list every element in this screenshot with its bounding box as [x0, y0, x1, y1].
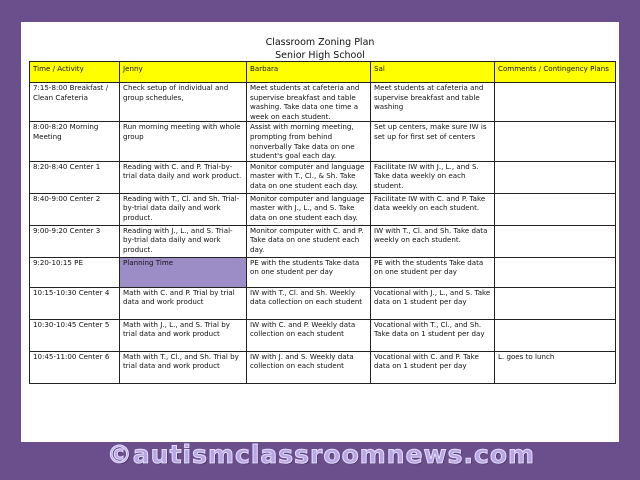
column-header-barbara: Barbara [247, 62, 371, 83]
table-row [30, 319, 616, 351]
cell-sal: Vocational with C. and P. Take data on 1 student per day [371, 351, 495, 383]
table-row [30, 257, 616, 287]
cell-time: 8:40-9:00 Center 2 [30, 193, 120, 225]
cell-barbara: PE with the students Take data on one student per day [247, 257, 371, 287]
cell-sal: Vocational with J., L., and S. Take data on 1 student per day [371, 287, 495, 319]
cell-barbara: IW with T., Cl. and Sh. Weekly data collection on each student [247, 287, 371, 319]
table-row [30, 193, 616, 225]
cell-sal: Set up centers, make sure IW is set up for first set of centers [371, 122, 495, 161]
cell-comments [495, 193, 616, 225]
document-subtitle: Senior High School [275, 50, 365, 61]
cell-jenny: Check setup of individual and group schedules, [120, 83, 247, 122]
watermark: ©autismclassroomnews.com [106, 440, 536, 469]
cell-barbara: Monitor computer and language master with J., L., and S. Take data on one student each day. [247, 193, 371, 225]
cell-time: 10:30-10:45 Center 5 [30, 319, 120, 351]
cell-sal: PE with the students Take data on one student per day [371, 257, 495, 287]
cell-barbara: IW with C. and P. Weekly data collection on each student [247, 319, 371, 351]
cell-time: 9:20-10:15 PE [30, 257, 120, 287]
cell-comments [495, 122, 616, 161]
cell-barbara: Meet students at cafeteria and supervise breakfast and table washing. Take data one time a week on each student. [247, 83, 371, 122]
table-row [30, 351, 616, 383]
cell-jenny: Math with T., Cl., and Sh. Trial by trial data and work product [120, 351, 247, 383]
column-header-sal: Sal [371, 62, 495, 83]
cell-time: 7:15-8:00 Breakfast / Clean Cafeteria [30, 83, 120, 122]
cell-sal: Facilitate IW with J., L., and S. Take data weekly on each student. [371, 161, 495, 193]
cell-time: 9:00-9:20 Center 3 [30, 225, 120, 257]
table-row [30, 287, 616, 319]
cell-comments [495, 161, 616, 193]
cell-jenny: Math with J., L., and S. Trial by trial data and work product [120, 319, 247, 351]
cell-barbara: Monitor computer and language master with T., Cl., & Sh. Take data on one student each day. [247, 161, 371, 193]
cell-comments: L. goes to lunch [495, 351, 616, 383]
cell-comments [495, 287, 616, 319]
cell-jenny: Math with C. and P. Trial by trial data and work product [120, 287, 247, 319]
cell-comments [495, 83, 616, 122]
zoning-table [29, 61, 616, 384]
cell-jenny: Reading with T., Cl. and Sh. Trial-by-trial data daily and work product. [120, 193, 247, 225]
column-header-comments: Comments / Contingency Plans [495, 62, 616, 83]
document-page [21, 22, 619, 442]
cell-jenny: Reading with C. and P. Trial-by-trial data daily and work product. [120, 161, 247, 193]
column-header-time: Time / Activity [30, 62, 120, 83]
cell-comments [495, 319, 616, 351]
cell-jenny: Run morning meeting with whole group [120, 122, 247, 161]
cell-time: 10:45-11:00 Center 6 [30, 351, 120, 383]
cell-sal: IW with T., Cl. and Sh. Take data weekly on each student. [371, 225, 495, 257]
cell-jenny-planning: Planning Time [120, 257, 247, 287]
header-row [30, 62, 616, 83]
table-row [30, 122, 616, 161]
cell-time: 8:20-8:40 Center 1 [30, 161, 120, 193]
cell-barbara: IW with J. and S. Weekly data collection on each student [247, 351, 371, 383]
cell-barbara: Monitor computer with C. and P. Take data on one student each day. [247, 225, 371, 257]
column-header-jenny: Jenny [120, 62, 247, 83]
cell-sal: Vocational with T., Cl., and Sh. Take data on 1 student per day [371, 319, 495, 351]
cell-sal: Facilitate IW with C. and P. Take data weekly on each student. [371, 193, 495, 225]
cell-barbara: Assist with morning meeting, prompting from behind nonverbally Take data on one student's goal each day. [247, 122, 371, 161]
document-title: Classroom Zoning Plan [265, 37, 375, 48]
cell-time: 8:00-8:20 Morning Meeting [30, 122, 120, 161]
table-row [30, 161, 616, 193]
cell-jenny: Reading with J., L., and S. Trial-by-trial data daily and work product. [120, 225, 247, 257]
cell-time: 10:15-10:30 Center 4 [30, 287, 120, 319]
cell-comments [495, 257, 616, 287]
cell-sal: Meet students at cafeteria and supervise breakfast and table washing [371, 83, 495, 122]
cell-comments [495, 225, 616, 257]
table-row [30, 225, 616, 257]
document-header [21, 36, 619, 62]
table-row [30, 83, 616, 122]
